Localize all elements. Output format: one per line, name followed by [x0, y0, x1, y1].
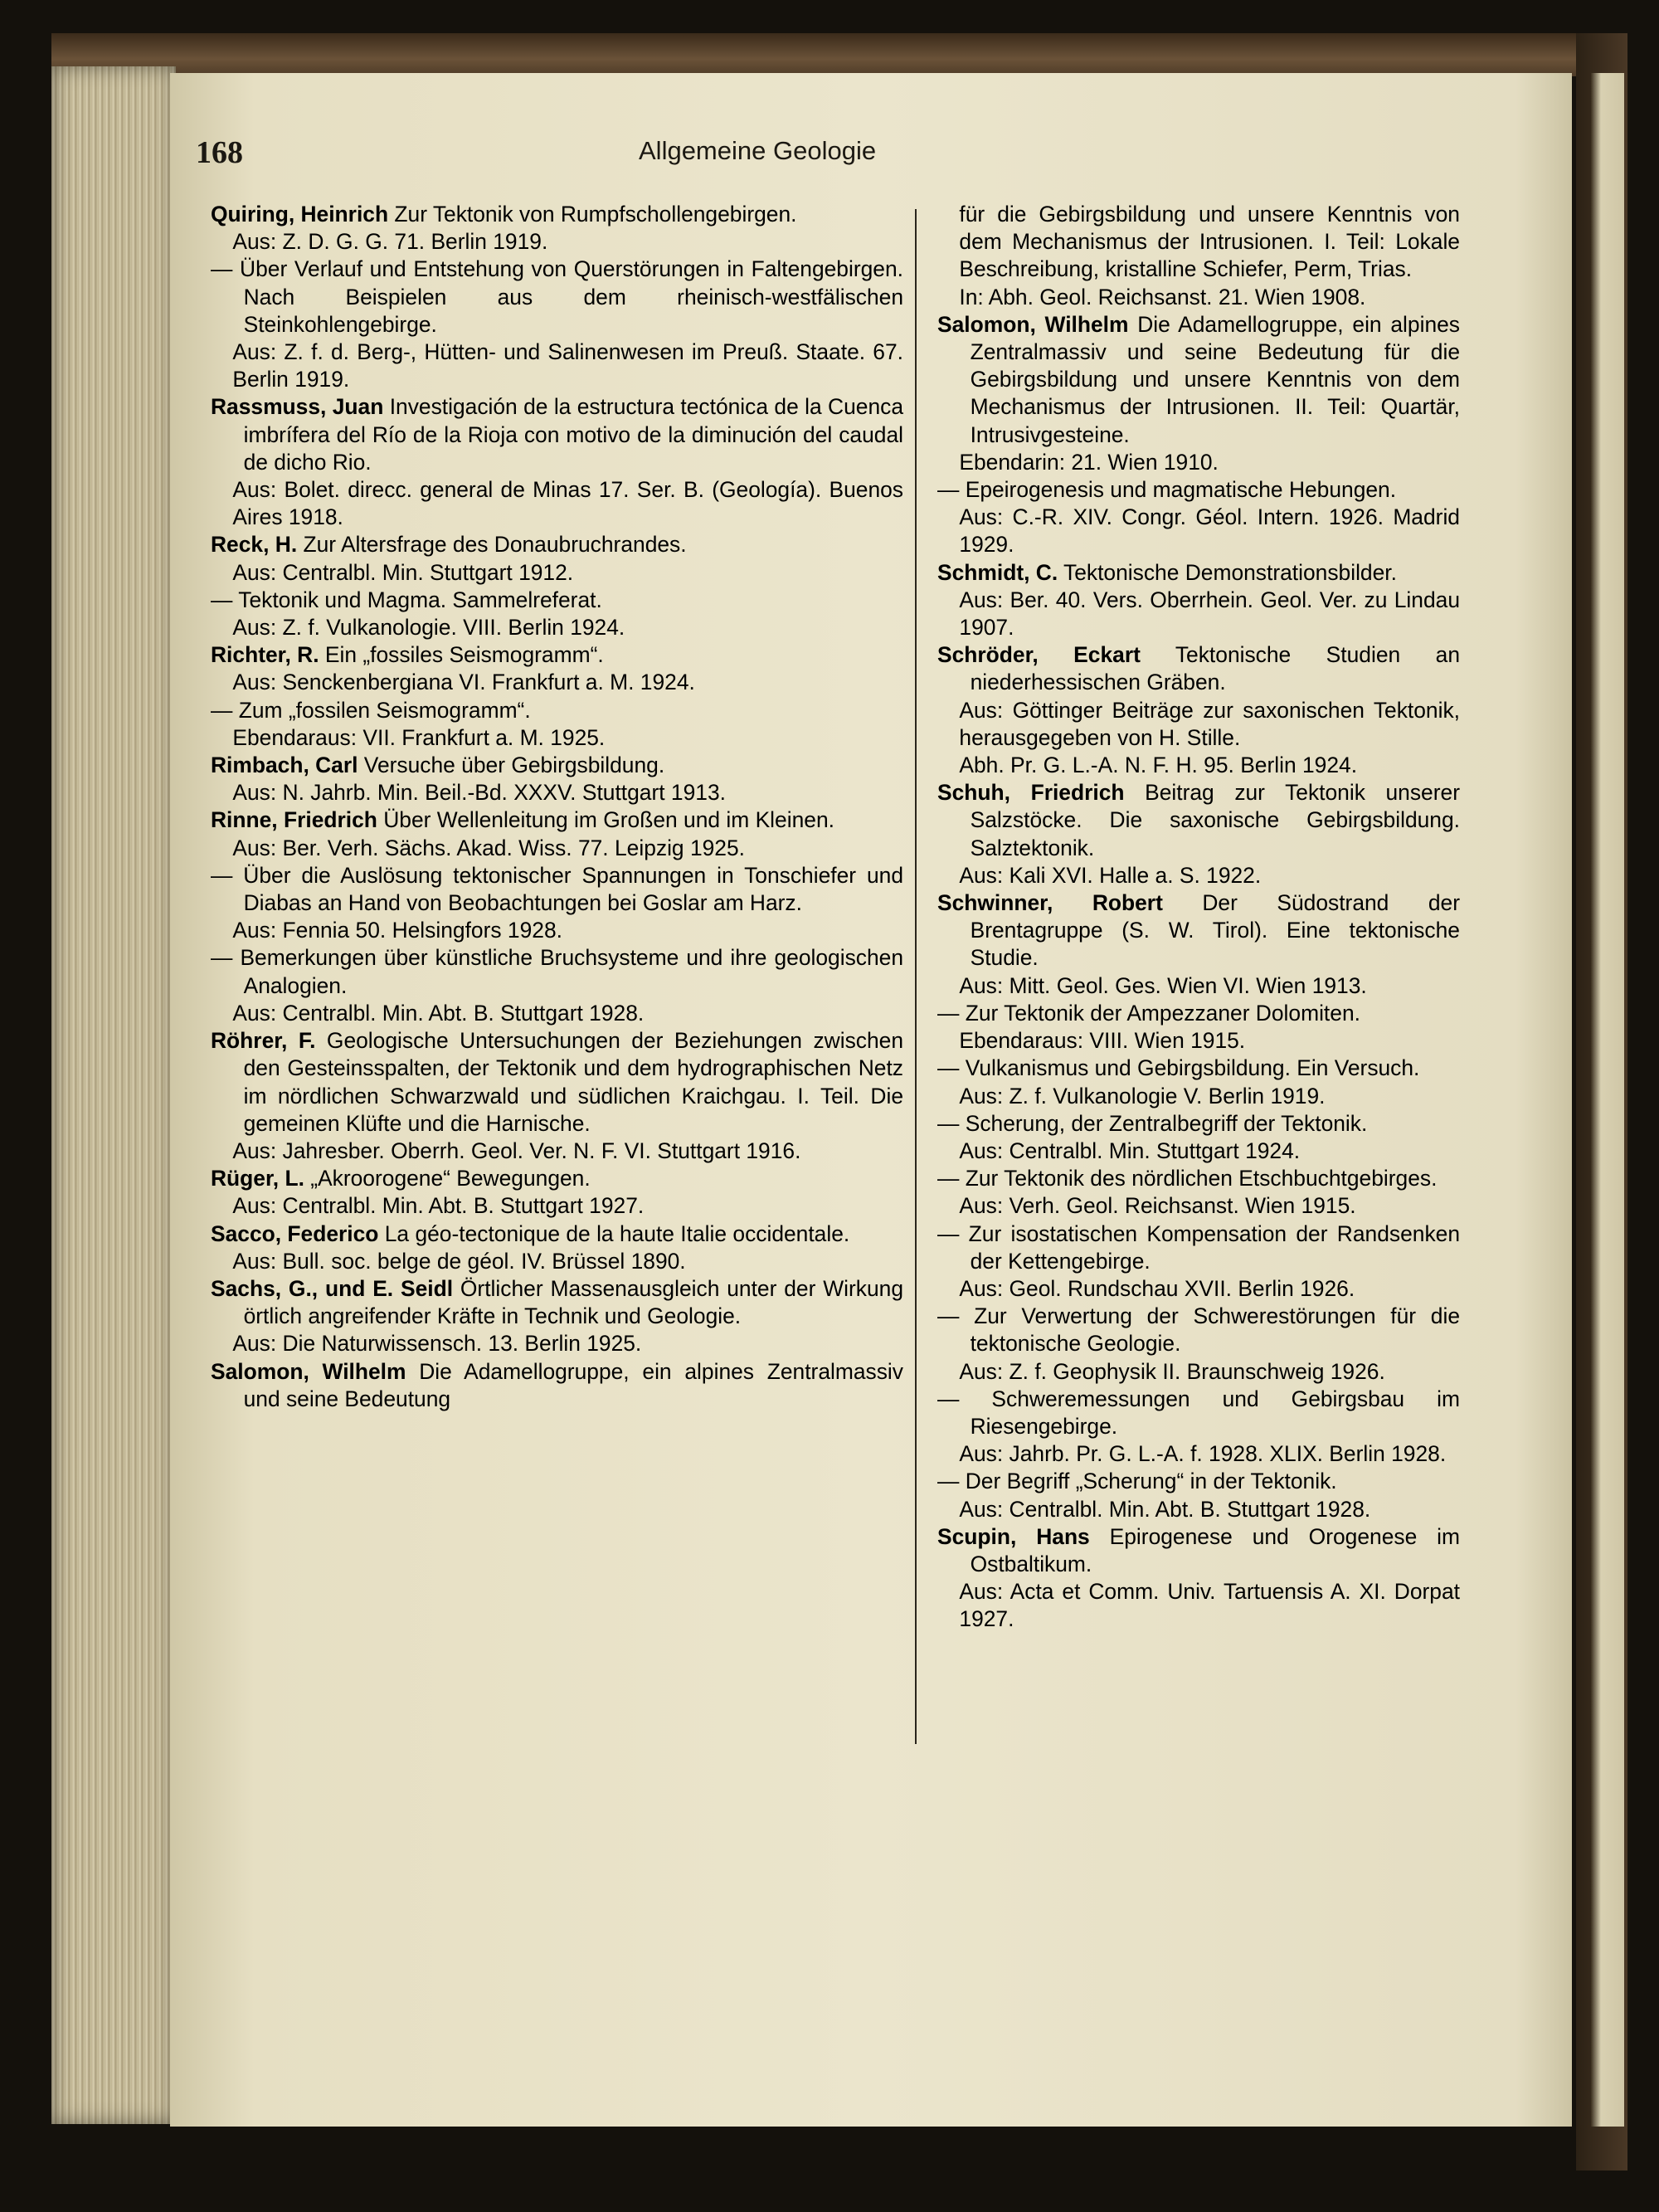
bibliography-entry	[937, 779, 1460, 889]
author-name: Salomon, Wilhelm	[937, 311, 1129, 337]
bibliography-entry	[937, 1523, 1460, 1634]
entry-heading	[211, 531, 903, 558]
additional-work: — Über die Auslösung tektonischer Spannungen in Tonschiefer und Diabas an Hand von Beobachtungen bei Goslar am Harz.	[211, 862, 903, 916]
bibliography-entry	[211, 201, 903, 393]
additional-work: — Zur isostatischen Kompensation der Randsenken der Kettengebirge.	[937, 1220, 1460, 1274]
work-title: Beitrag zur Tektonik unserer Salzstöcke. Die saxonische Gebirgsbildung. Salztektonik.	[970, 780, 1460, 860]
citation-source: Aus: Acta et Comm. Univ. Tartuensis A. XI. Dorpat 1927.	[959, 1579, 1460, 1632]
author-name: Quiring, Heinrich	[211, 202, 389, 227]
page-edges	[51, 66, 176, 2124]
bibliography-entry	[211, 1275, 903, 1358]
citation-source: Aus: C.-R. XIV. Congr. Géol. Intern. 1926. Madrid 1929.	[959, 504, 1460, 558]
additional-work: — Schweremessungen und Gebirgsbau im Riesengebirge.	[937, 1386, 1460, 1439]
citation-source: Aus: Z. D. G. G. 71. Berlin 1919.	[232, 229, 548, 255]
bibliography-entry	[937, 201, 1460, 311]
citation-source: Aus: Centralbl. Min. Abt. B. Stuttgart 1928.	[232, 1000, 645, 1026]
bibliography-entry	[937, 641, 1460, 779]
additional-work: — Zur Tektonik der Ampezzaner Dolomiten.	[937, 1000, 1360, 1026]
author-name: Röhrer, F.	[211, 1028, 316, 1054]
author-name: Schwinner, Robert	[937, 890, 1163, 916]
column-divider	[915, 209, 917, 1744]
author-name: Schröder, Eckart	[937, 642, 1141, 668]
citation-source: Aus: Ber. 40. Vers. Oberrhein. Geol. Ver. zu Lindau 1907.	[959, 587, 1460, 641]
additional-work: — Epeirogenesis und magmatische Hebungen.	[937, 477, 1397, 503]
citation-source: Aus: Z. f. Geophysik II. Braunschweig 1926.	[959, 1358, 1385, 1384]
citation-source: Aus: Bolet. direcc. general de Minas 17. Ser. B. (Geología). Buenos Aires 1918.	[232, 477, 903, 530]
work-title: Versuche über Gebirgsbildung.	[358, 753, 665, 778]
author-name: Scupin, Hans	[937, 1523, 1090, 1549]
work-title: Über Wellenleitung im Großen und im Kleinen.	[377, 807, 834, 833]
citation-source: Aus: Bull. soc. belge de géol. IV. Brüssel 1890.	[232, 1248, 686, 1274]
citation-source: Aus: Mitt. Geol. Ges. Wien VI. Wien 1913.	[959, 972, 1367, 998]
citation-source: Aus: Centralbl. Min. Stuttgart 1924.	[959, 1138, 1301, 1163]
additional-work: — Scherung, der Zentralbegriff der Tektonik.	[937, 1110, 1368, 1136]
author-name: Rassmuss, Juan	[211, 394, 384, 420]
author-name: Sachs, G., und E. Seidl	[211, 1275, 454, 1301]
additional-work: — Zum „fossilen Seismogramm“.	[211, 697, 531, 723]
bibliography-entry	[937, 559, 1460, 642]
bibliography-entry	[211, 752, 903, 806]
author-name: Sacco, Federico	[211, 1220, 379, 1246]
citation-source: Aus: Jahresber. Oberrh. Geol. Ver. N. F. VI. Stuttgart 1916.	[232, 1138, 801, 1163]
work-title: Die Adamellogruppe, ein alpines Zentralmassiv und seine Bedeutung	[243, 1358, 903, 1411]
author-name: Schuh, Friedrich	[937, 780, 1125, 806]
additional-work: — Zur Verwertung der Schwerestörungen für die tektonische Geologie.	[937, 1303, 1460, 1357]
work-title: Zur Tektonik von Rumpfschollengebirgen.	[388, 202, 797, 227]
citation-source: Aus: Die Naturwissensch. 13. Berlin 1925.	[232, 1331, 642, 1357]
citation-source: Aus: Jahrb. Pr. G. L.-A. f. 1928. XLIX. Berlin 1928.	[959, 1441, 1447, 1467]
author-name: Rüger, L.	[211, 1166, 304, 1191]
bibliography-entry	[937, 311, 1460, 559]
book-cover-top	[51, 33, 1613, 76]
work-title: Tektonische Demonstrationsbilder.	[1058, 559, 1397, 585]
work-title: Die Adamellogruppe, ein alpines Zentralmassiv und seine Bedeutung für die Gebirgsbildung und unsere Kenntnis von dem Mechanismus der Intrusionen. II. Teil: Quartär, Intrusivgesteine.	[970, 311, 1460, 447]
citation-source: Ebendarin: 21. Wien 1910.	[959, 449, 1219, 475]
author-name: Schmidt, C.	[937, 559, 1058, 585]
entry-heading	[211, 1275, 903, 1330]
entry-heading	[211, 752, 903, 779]
entry-heading	[937, 559, 1460, 587]
continued-text: In: Abh. Geol. Reichsanst. 21. Wien 1908.	[959, 284, 1366, 309]
entry-heading	[937, 889, 1460, 972]
author-name: Reck, H.	[211, 532, 298, 558]
entry-heading	[211, 1027, 903, 1138]
citation-source: Aus: Z. f. d. Berg-, Hütten- und Salinenwesen im Preuß. Staate. 67. Berlin 1919.	[232, 339, 903, 392]
entry-heading	[211, 393, 903, 476]
citation-source: Ebendaraus: VII. Frankfurt a. M. 1925.	[232, 724, 606, 750]
work-title: Epirogenese und Orogenese im Ostbaltikum.	[970, 1523, 1460, 1576]
citation-source: Aus: Ber. Verh. Sächs. Akad. Wiss. 77. Leipzig 1925.	[232, 835, 745, 860]
bibliography-entry	[211, 641, 903, 752]
citation-source: Aus: Centralbl. Min. Stuttgart 1912.	[232, 559, 574, 585]
entry-heading	[937, 641, 1460, 696]
right-column	[937, 201, 1460, 1634]
citation-source: Aus: N. Jahrb. Min. Beil.-Bd. XXXV. Stuttgart 1913.	[232, 780, 726, 806]
author-name: Rinne, Friedrich	[211, 807, 377, 833]
work-title: Örtlicher Massenausgleich unter der Wirkung örtlich angreifender Kräfte in Technik und Geologie.	[243, 1275, 903, 1329]
bibliography-entry	[937, 889, 1460, 1523]
additional-work: — Der Begriff „Scherung“ in der Tektonik.	[937, 1469, 1337, 1494]
facing-page-edge	[1591, 73, 1624, 2127]
citation-source: Aus: Kali XVI. Halle a. S. 1922.	[959, 862, 1262, 888]
author-name: Rimbach, Carl	[211, 753, 358, 778]
additional-work: — Vulkanismus und Gebirgsbildung. Ein Versuch.	[937, 1055, 1420, 1081]
citation-source: Aus: Göttinger Beiträge zur saxonischen Tektonik, herausgegeben von H. Stille.	[959, 697, 1460, 750]
entry-heading	[211, 201, 903, 228]
bibliography-entry	[211, 393, 903, 531]
additional-work: — Bemerkungen über künstliche Bruchsysteme und ihre geologischen Analogien.	[211, 945, 903, 998]
bibliography-entry	[211, 1220, 903, 1275]
work-title: La géo-tectonique de la haute Italie occidentale.	[378, 1220, 850, 1246]
entry-heading	[211, 806, 903, 834]
work-title: Der Südostrand der Brentagruppe (S. W. Tirol). Eine tektonische Studie.	[970, 890, 1460, 971]
bibliography-entry	[211, 1027, 903, 1165]
entry-heading	[937, 779, 1460, 862]
entry-heading	[937, 311, 1460, 449]
citation-source: Aus: Geol. Rundschau XVII. Berlin 1926.	[959, 1275, 1355, 1301]
citation-source: Aus: Fennia 50. Helsingfors 1928.	[232, 918, 562, 943]
citation-source: Aus: Z. f. Vulkanologie V. Berlin 1919.	[959, 1083, 1326, 1108]
citation-source: Aus: Centralbl. Min. Abt. B. Stuttgart 1927.	[232, 1193, 645, 1219]
citation-source: Aus: Senckenbergiana VI. Frankfurt a. M. 1924.	[232, 670, 695, 695]
bibliography-entry	[211, 531, 903, 641]
citation-source: Aus: Centralbl. Min. Abt. B. Stuttgart 1928.	[959, 1496, 1371, 1522]
additional-work: — Über Verlauf und Entstehung von Querstörungen in Faltengebirgen. Nach Beispielen aus dem rheinisch-westfälischen Steinkohlengebirge.	[211, 256, 903, 337]
citation-source: Ebendaraus: VIII. Wien 1915.	[959, 1028, 1246, 1054]
entry-heading	[211, 1358, 903, 1413]
work-title: Tektonische Studien an niederhessischen Gräben.	[970, 642, 1460, 695]
additional-work: — Zur Tektonik des nördlichen Etschbuchtgebirges.	[937, 1166, 1438, 1191]
work-title: Zur Altersfrage des Donaubruchrandes.	[297, 532, 687, 558]
left-column	[211, 201, 903, 1413]
entry-heading	[211, 1220, 903, 1248]
entry-heading	[211, 1165, 903, 1192]
citation-source: Abh. Pr. G. L.-A. N. F. H. 95. Berlin 1924.	[959, 753, 1358, 778]
citation-source: Aus: Z. f. Vulkanologie. VIII. Berlin 1924.	[232, 615, 625, 641]
bibliography-entry	[211, 1358, 903, 1413]
entry-heading	[211, 641, 903, 669]
page-number: 168	[196, 135, 243, 170]
author-name: Salomon, Wilhelm	[211, 1358, 406, 1384]
work-title: Investigación de la estructura tectónica de la Cuenca imbrífera del Río de la Rioja con motivo de la diminución del caudal de dicho Rio.	[243, 394, 903, 475]
running-title: Allgemeine Geologie	[639, 136, 877, 165]
bibliography-entry	[211, 806, 903, 1027]
work-title: Geologische Untersuchungen der Beziehungen zwischen den Gesteinsspalten, der Tektonik und dem hydrographischen Netz im nördlichen Schwarzwald und südlichen Kraichgau. I. Teil. Die gemeinen Klüfte und die Harnische.	[243, 1028, 903, 1136]
author-name: Richter, R.	[211, 642, 319, 668]
entry-heading	[937, 1523, 1460, 1578]
citation-source: Aus: Verh. Geol. Reichsanst. Wien 1915.	[959, 1193, 1356, 1219]
bibliography-entry	[211, 1165, 903, 1220]
work-title: „Akroorogene“ Bewegungen.	[304, 1166, 591, 1191]
work-title: Ein „fossiles Seismogramm“.	[319, 642, 604, 668]
additional-work: — Tektonik und Magma. Sammelreferat.	[211, 587, 602, 612]
continued-text: für die Gebirgsbildung und unsere Kenntnis von dem Mechanismus der Intrusionen. I. Teil: Lokale Beschreibung, kristalline Schiefer, Perm, Trias.	[959, 202, 1460, 282]
